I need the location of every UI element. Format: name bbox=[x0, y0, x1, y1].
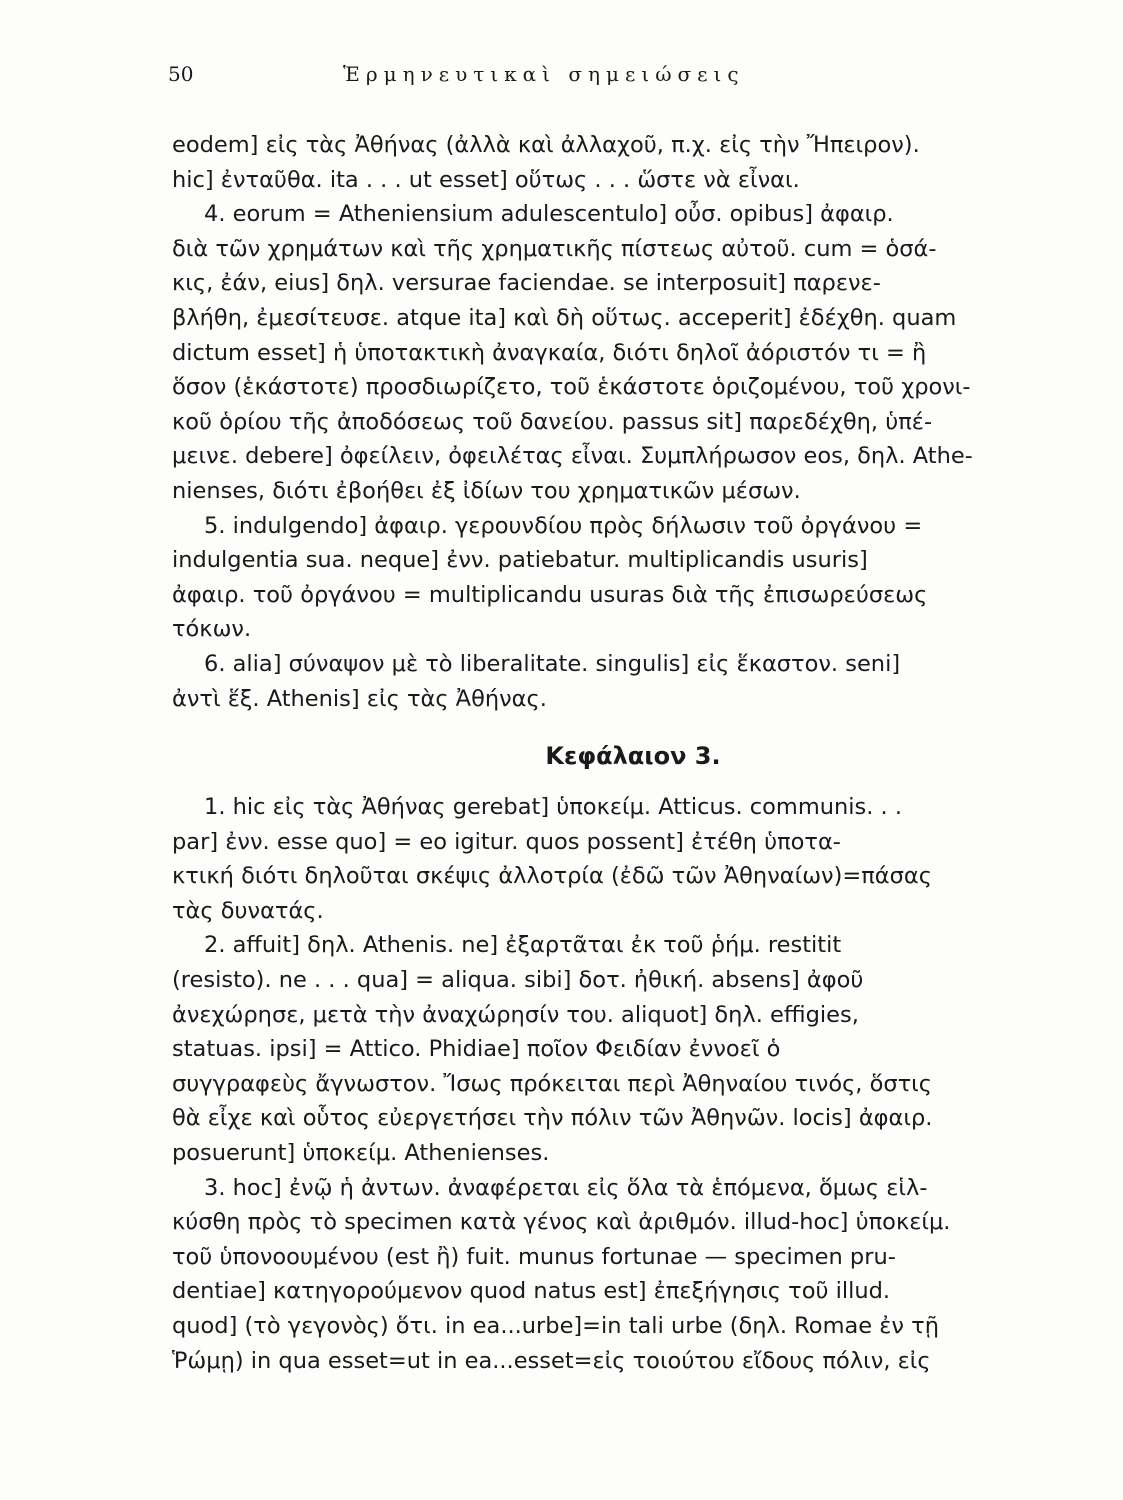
text-line: 3. hoc] ἐνῷ ἡ ἀντων. ἀναφέρεται εἰς ὅλα τὰ ἑπόμενα, ὅμως εἱλ- bbox=[204, 1174, 928, 1201]
text-line: τοῦ ὑπονοουμένου (est ἢ) fuit. munus fortunae — specimen pru- bbox=[172, 1243, 896, 1270]
text-line: ἀνεχώρησε, μετὰ τὴν ἀναχώρησίν του. aliquot] δηλ. effigies, bbox=[172, 1001, 859, 1028]
text-line: συγγραφεὺς ἄγνωστον. Ἴσως πρόκειται περὶ Ἀθηναίου τινός, ὅστις bbox=[172, 1070, 932, 1097]
text-line: posuerunt] ὑποκείμ. Athenienses. bbox=[172, 1140, 550, 1167]
running-title: Ἑρμηνευτικαὶ σημειώσεις bbox=[343, 62, 745, 86]
text-line: ἀντὶ ἕξ. Athenis] εἰς τὰς Ἀθήνας. bbox=[172, 685, 547, 712]
text-line: 6. alia] σύναψον μὲ τὸ liberalitate. singulis] εἰς ἕκαστον. seni] bbox=[204, 650, 901, 677]
text-line: ὅσον (ἑκάστοτε) προσδιωρίζετο, τοῦ ἑκάστοτε ὁριζομένου, τοῦ χρονι- bbox=[172, 374, 971, 401]
text-line: διὰ τῶν χρημάτων καὶ τῆς χρηματικῆς πίστεως αὐτοῦ. cum = ὁσά- bbox=[172, 235, 937, 262]
text-line: κοῦ ὁρίου τῆς ἀποδόσεως τοῦ δανείου. passus sit] παρεδέχθη, ὑπέ- bbox=[172, 408, 933, 435]
text-line: quod] (τὸ γεγονὸς) ὅτι. in ea...urbe]=in tali urbe (δηλ. Romae ἐν τῇ bbox=[172, 1313, 939, 1339]
text-line: τὰς δυνατάς. bbox=[172, 897, 324, 924]
chapter-heading: Κεφάλαιον 3. bbox=[545, 742, 721, 771]
text-line: hic] ἐνταῦθα. ita . . . ut esset] οὕτως . . . ὥστε νὰ εἶναι. bbox=[172, 166, 800, 193]
page-number: 50 bbox=[168, 62, 194, 86]
text-line: indulgentia sua. neque] ἐνν. patiebatur. multiplicandis usuris] bbox=[172, 547, 868, 574]
text-line: 4. eorum = Atheniensium adulescentulo] οὖσ. opibus] ἀφαιρ. bbox=[204, 201, 894, 228]
body-text bbox=[172, 128, 1064, 1378]
text-line: τόκων. bbox=[172, 616, 252, 643]
text-line: 1. hic εἰς τὰς Ἀθήνας gerebat] ὑποκείμ. Atticus. communis. . . bbox=[204, 794, 903, 821]
text-line: (resisto). ne . . . qua] = aliqua. sibi] δοτ. ἠθική. absens] ἀφοῦ bbox=[172, 967, 864, 994]
text-line: Ῥώμῃ) in qua esset=ut in ea...esset=εἰς τοιούτου εἴδους πόλιν, εἰς bbox=[172, 1347, 931, 1374]
text-line: dentiae] κατηγορούμενον quod natus est] ἐπεξήγησις τοῦ illud. bbox=[172, 1278, 891, 1305]
text-line: θὰ εἶχε καὶ οὗτος εὐεργετήσει τὴν πόλιν τῶν Ἀθηνῶν. locis] ἀφαιρ. bbox=[172, 1105, 933, 1132]
text-line: 2. affuit] δηλ. Athenis. ne] ἐξαρτᾶται ἐκ τοῦ ῥήμ. restitit bbox=[204, 932, 842, 959]
text-line: dictum esset] ἡ ὑποτακτικὴ ἀναγκαία, διότι δηλοῖ ἀόριστόν τι = ἢ bbox=[172, 339, 927, 366]
text-line: nienses, διότι ἐβοήθει ἐξ ἰδίων του χρηματικῶν μέσων. bbox=[172, 477, 801, 504]
text-line: ἀφαιρ. τοῦ ὀργάνου = multiplicandu usuras διὰ τῆς ἐπισωρεύσεως bbox=[172, 581, 928, 608]
text-line: statuas. ipsi] = Attico. Phidiae] ποῖον Φειδίαν ἐννοεῖ ὁ bbox=[172, 1036, 781, 1063]
text-line: μεινε. debere] ὀφείλειν, ὀφειλέτας εἶναι. Συμπλήρωσον eos, δηλ. Athe- bbox=[172, 443, 973, 470]
text-line: 5. indulgendo] ἀφαιρ. γερουνδίου πρὸς δήλωσιν τοῦ ὀργάνου = bbox=[204, 512, 923, 539]
text-line: eodem] εἰς τὰς Ἀθήνας (ἀλλὰ καὶ ἀλλαχοῦ, π.χ. εἰς τὴν Ἤπειρον). bbox=[172, 132, 920, 158]
text-line: κύσθη πρὸς τὸ specimen κατὰ γένος καὶ ἀριθμόν. illud-hoc] ὑποκείμ. bbox=[172, 1209, 951, 1236]
text-line: βλήθη, ἐμεσίτευσε. atque ita] καὶ δὴ οὕτως. acceperit] ἐδέχθη. quam bbox=[172, 304, 957, 331]
text-line: κις, ἐάν, eius] δηλ. versurae faciendae. se interposuit] παρενε- bbox=[172, 270, 881, 297]
text-line: κτική διότι δηλοῦται σκέψις ἀλλοτρία (ἐδῶ τῶν Ἀθηναίων)=πάσας bbox=[172, 863, 932, 890]
text-line: par] ἐνν. esse quo] = eo igitur. quos possent] ἐτέθη ὑποτα- bbox=[172, 828, 841, 855]
running-head bbox=[168, 62, 1068, 92]
